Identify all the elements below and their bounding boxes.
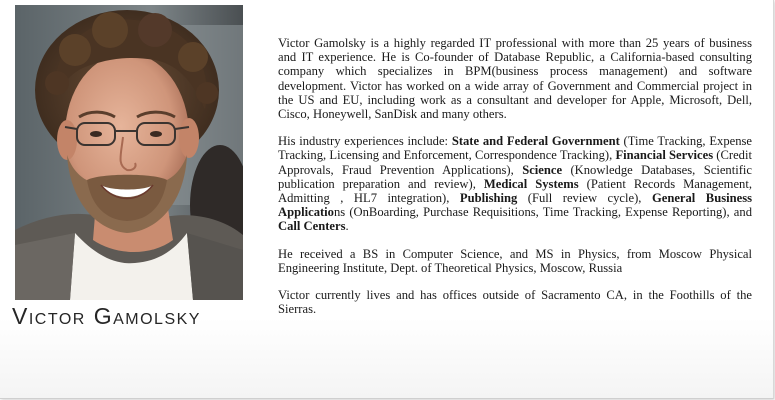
profile-photo (15, 5, 243, 300)
industry-medical: Medical Systems (483, 176, 579, 191)
bio-paragraph-industries (278, 134, 752, 233)
industry-government-details: (Time Tracking, Expense Tracking, Licensing and Enforcement, Correspondence Tracking), (278, 134, 752, 163)
profile-name: Victor Gamolsky (12, 303, 201, 329)
portrait-image (15, 5, 243, 300)
industry-science-details: (Knowledge Databases, Scientific publication preparation and review), (278, 162, 752, 191)
bio-text (278, 36, 752, 329)
industry-business-apps-details: ns (OnBoarding, Purchase Requisitions, Time Tracking, Expense Reporting), and (333, 205, 752, 220)
industry-publishing: Publishing (459, 191, 518, 206)
industries-intro: His industry experiences include: (278, 134, 452, 149)
bio-paragraph-education: He received a BS in Computer Science, and MS in Physics, from Moscow Physical Engineering Institute, Dept. of Theoretical Physics, Moscow, Russia (278, 246, 752, 275)
industry-financial: Financial Services (615, 148, 714, 163)
industry-financial-details: (Credit Approvals, Fraud Prevention Applications), (278, 148, 752, 177)
industry-call-centers-end: . (345, 219, 349, 234)
industry-science: Science (522, 162, 563, 177)
bio-paragraph-location: Victor currently lives and has offices outside of Sacramento CA, in the Foothills of the Sierras. (278, 288, 752, 317)
industry-business-apps: General Business Applicatio (278, 191, 752, 220)
industry-call-centers: Call Centers (278, 219, 346, 234)
industry-government: State and Federal Government (451, 134, 620, 149)
industry-medical-details: (Patient Records Management, Admitting , HL7 integration), (278, 176, 753, 206)
industry-publishing-details: (Full review cycle), (517, 191, 652, 206)
bio-paragraph-intro: Victor Gamolsky is a highly regarded IT professional with more than 25 years of business and IT experience. He is Co-founder of Database Republic, a California-based consulting company which specializes in BPM(business process management) and software development. Victor has worked on a wide array of Government and Commercial project in the US and EU, including work as a consultant and developer for Apple, Microsoft, Dell, Cisco, Honeywell, SanDisk and many others. (278, 36, 752, 122)
